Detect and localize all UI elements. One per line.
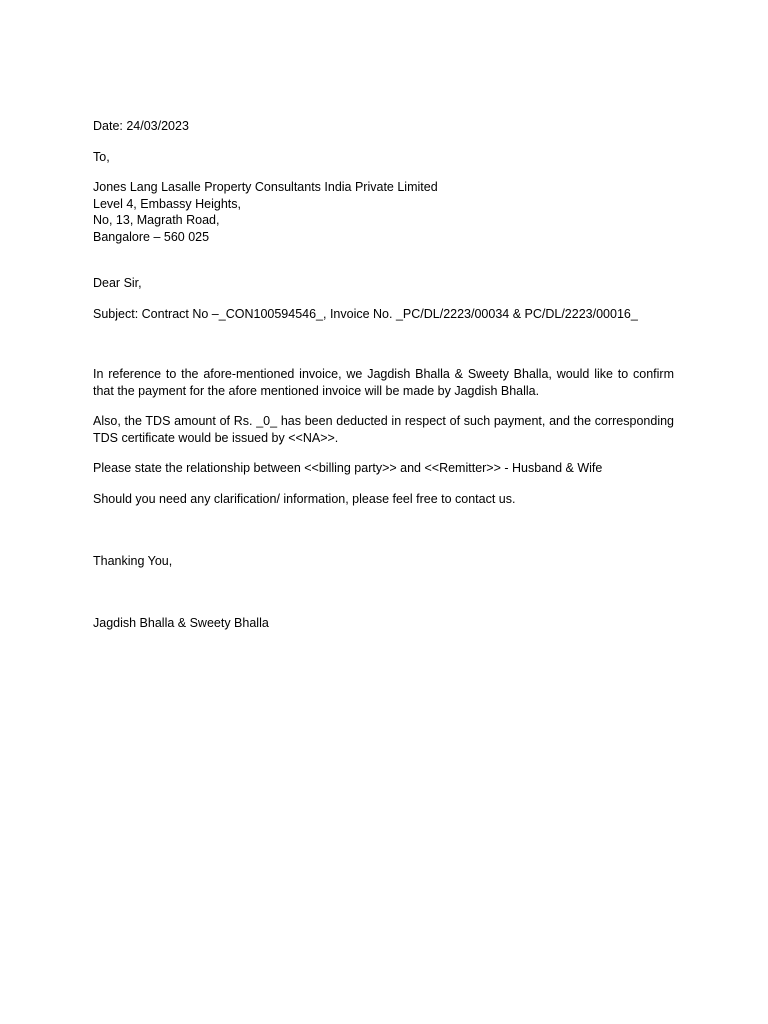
closing: Thanking You,: [93, 554, 173, 568]
recipient-address: [93, 179, 674, 245]
subject-line: Subject: Contract No –_CON100594546_, Invoice No. _PC/DL/2223/00034 & PC/DL/2223/00016_: [93, 306, 638, 321]
signature: Jagdish Bhalla & Sweety Bhalla: [93, 615, 269, 630]
salutation: Dear Sir,: [93, 276, 142, 290]
letter-date: Date: 24/03/2023: [93, 119, 189, 133]
body-paragraph-contact: Should you need any clarification/ information, please feel free to contact us.: [93, 491, 516, 506]
body-paragraph-relationship: Please state the relationship between <<billing party>> and <<Remitter>> - Husband & Wife: [93, 461, 603, 475]
body-paragraph-tds: Also, the TDS amount of Rs. _0_ has been deducted in respect of such payment, and the corresponding TDS certificate would be issued by <<NA>>.: [93, 414, 674, 445]
body-paragraph-payment: In reference to the afore-mentioned invoice, we Jagdish Bhalla & Sweety Bhalla, would like to confirm that the payment for the afore mentioned invoice will be made by Jagdish Bhalla.: [93, 367, 674, 398]
address-line-building: Level 4, Embassy Heights,: [93, 196, 241, 211]
letter-page: [93, 118, 674, 631]
address-line-company: Jones Lang Lasalle Property Consultants India Private Limited: [93, 180, 438, 194]
address-line-city: Bangalore – 560 025: [93, 229, 210, 244]
recipient-heading: To,: [93, 149, 110, 164]
address-line-street: No, 13, Magrath Road,: [93, 213, 220, 227]
